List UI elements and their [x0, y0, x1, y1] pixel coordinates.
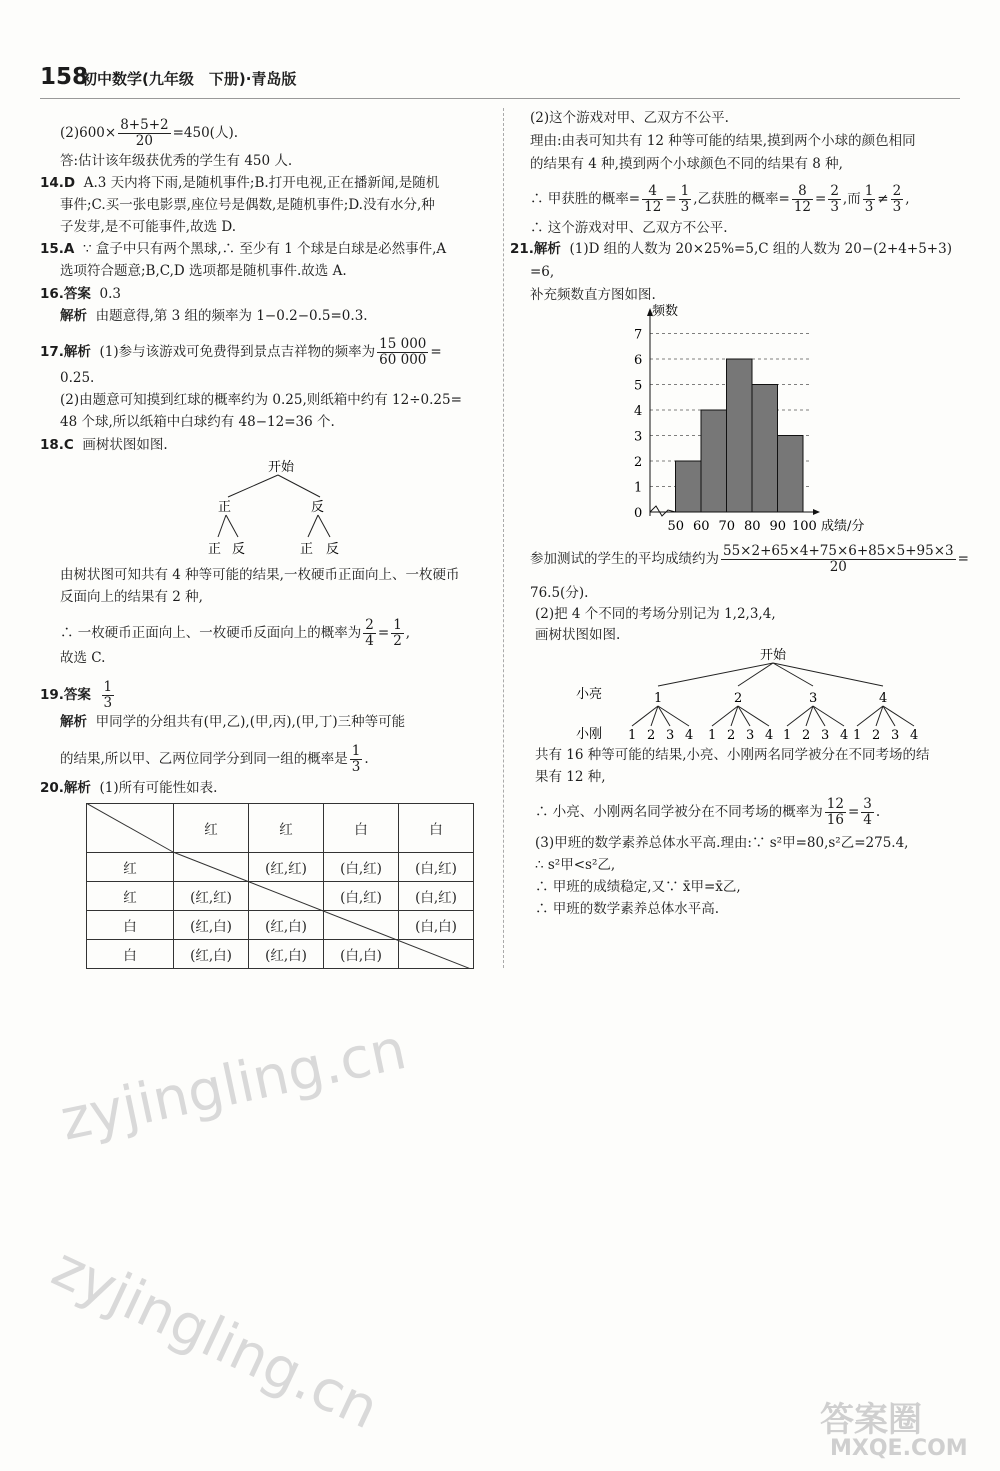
y-tick-label: 4: [634, 404, 643, 419]
watermark: zyjingling.cn: [55, 1017, 412, 1154]
tree-leaf: 反: [326, 542, 340, 557]
tree-leaf: 2: [872, 728, 881, 743]
y-tick-label: 0: [634, 506, 643, 521]
tree-edge: [658, 706, 689, 726]
q17-line2: 0.25.: [60, 370, 95, 386]
tree-leaf: 1: [783, 728, 792, 743]
tree-edge: [738, 706, 750, 726]
page-number: 158: [40, 64, 89, 90]
tree-edge: [738, 706, 769, 726]
q20: 20.解析 (1)所有可能性如表.: [40, 780, 218, 796]
x-tick-label: 90: [769, 519, 787, 534]
q21-line3: 补充频数直方图如图.: [530, 287, 656, 303]
tree-edges: [632, 663, 914, 726]
mean-line: 参加测试的学生的平均成绩约为 $\frac{55\times 2+65\times 4+75\times 6+85\times 5+95\times 3}{20}$ =: [530, 543, 969, 575]
table-header: 白: [324, 804, 399, 853]
y-tick-label: 7: [634, 327, 643, 343]
p3-line1: (3)甲班的数学素养总体水平高.理由:∵ s²甲=80,s²乙=275.4,: [535, 835, 909, 851]
q18-after2: 反面向上的结果有 2 种,: [60, 589, 203, 605]
row-label-xiaoliang: 小亮: [576, 687, 603, 702]
tree-edge: [773, 663, 883, 686]
frequency-histogram: [615, 300, 885, 540]
y-tick-label: 6: [634, 353, 643, 368]
table-header: 红: [249, 804, 324, 853]
p3-line4: ∴ 甲班的数学素养总体水平高.: [535, 901, 720, 917]
tree-root: 开始: [760, 648, 787, 663]
tree-edge: [813, 706, 844, 726]
tree-edge: [813, 706, 825, 726]
q18-after3: ∴ 一枚硬币正面向上、一枚硬币反面向上的概率为 $\frac{2}{4}$ = $\frac{1}{2}$ ,: [60, 617, 411, 649]
row-label-xiaogang: 小刚: [576, 727, 603, 742]
tree-leaf: 2: [727, 728, 736, 743]
q16: 16.答案 0.3: [40, 286, 121, 302]
watermark: zyjingling.cn: [42, 1235, 389, 1443]
tree-labels: [628, 691, 918, 743]
tree-leaf: 3: [746, 728, 755, 743]
tree-leaf: 反: [232, 542, 246, 557]
tree-edge: [883, 706, 914, 726]
tree-leaf: 4: [910, 728, 919, 743]
tree-node: 正: [218, 500, 232, 515]
after-tree-2: 果有 12 种,: [535, 769, 606, 785]
tree-leaf: 1: [853, 728, 862, 743]
p2-line2: 画树状图如图.: [535, 627, 621, 643]
tree-leaf: 1: [708, 728, 717, 743]
histogram-bar: [727, 359, 753, 512]
histogram-bar: [676, 461, 702, 512]
header-rule: [40, 98, 960, 99]
y-tick-label: 2: [634, 455, 643, 470]
p2-line1: (2)把 4 个不同的考场分别记为 1,2,3,4,: [535, 606, 776, 622]
tree-edge: [773, 663, 813, 686]
prob-line: ∴ 小亮、小刚两名同学被分在不同考场的概率为 $\frac{12}{16}$ = $\frac{3}{4}$ .: [535, 796, 881, 828]
q21: 21.解析 (1)D 组的人数为 20×25%=5,C 组的人数为 20−(2+4+5+3): [510, 241, 952, 257]
histogram-bar: [778, 436, 804, 513]
q14-line3: 子发芽,是不可能事件,故选 D.: [60, 219, 237, 235]
y-tick-label: 3: [634, 429, 643, 445]
q18-after4: 故选 C.: [60, 650, 106, 666]
exam-room-tree-diagram: [560, 643, 940, 743]
tree-edge: [883, 706, 895, 726]
axis-break: [650, 506, 676, 516]
q18-after1: 由树状图可知共有 4 种等可能的结果,一枚硬币正面向上、一枚硬币: [60, 567, 460, 583]
q19-line2: 的结果,所以甲、乙两位同学分到同一组的概率是 $\frac{1}{3}$ .: [60, 743, 369, 775]
fraction: $\frac{15 000}{60 000}$: [379, 336, 427, 368]
q16-explanation: 解析 由题意得,第 3 组的频率为 1−0.2−0.5=0.3.: [60, 308, 368, 324]
x-tick-label: 100: [792, 519, 817, 534]
column-divider: [503, 108, 504, 968]
q15: 15.A ∵ 盒子中只有两个黑球,∴ 至少有 1 个球是白球是必然事件,A: [40, 241, 447, 257]
tree-node: 3: [809, 691, 818, 706]
x-tick-label: 60: [693, 519, 710, 534]
tree-leaf: 4: [840, 728, 849, 743]
histogram-bar: [752, 385, 778, 513]
tree-leaf: 2: [802, 728, 811, 743]
fraction: $\frac{8+5+2}{20}$: [120, 117, 169, 149]
table-header: 红: [174, 804, 249, 853]
left-line-2: 答:估计该年级获优秀的学生有 450 人.: [60, 153, 293, 169]
tree-leaf: 4: [685, 728, 694, 743]
q17: 17.解析 (1)参与该游戏可免费得到景点吉祥物的频率为 $\frac{15 000}{60 000}$ =: [40, 336, 442, 368]
tree-edge: [658, 706, 670, 726]
tree-root: 开始: [268, 460, 295, 475]
x-tick-label: 50: [667, 519, 685, 534]
q18: 18.C 画树状图如图.: [40, 437, 168, 453]
tree-leaf: 3: [666, 728, 675, 743]
tree-node: 2: [734, 691, 743, 706]
y-tick-label: 5: [634, 378, 643, 394]
after-tree-1: 共有 16 种等可能的结果,小亮、小刚两名同学被分在不同考场的结: [535, 747, 930, 763]
tree-leaf: 2: [647, 728, 656, 743]
tree-leaf: 3: [821, 728, 830, 743]
tree-leaf: 正: [208, 542, 222, 557]
tree-node: 反: [311, 500, 325, 515]
table-row: 白 (红,白) (红,白) (白,白): [87, 940, 474, 969]
tree-leaf: 正: [300, 542, 314, 557]
q14-line2: 事件;C.买一张电影票,座位号是偶数,是随机事件;D.没有水分,种: [60, 197, 435, 213]
tree-node: 1: [654, 691, 663, 706]
table-row: 红 (红,红) (白,红) (白,红): [87, 853, 474, 882]
tree-leaf: 1: [628, 728, 637, 743]
r3: 的结果有 4 种,摸到两个小球颜色不同的结果有 8 种,: [530, 156, 843, 172]
mean-value: 76.5(分).: [530, 585, 589, 601]
r1: (2)这个游戏对甲、乙双方不公平.: [530, 110, 729, 126]
book-title: 初中数学(九年级 下册)·青岛版: [82, 70, 297, 88]
tree-node: 4: [879, 691, 888, 706]
x-tick-label: 70: [718, 519, 736, 534]
q14: 14.D A.3 天内将下雨,是随机事件;B.打开电视,正在播新闻,是随机: [40, 175, 440, 191]
q15-line2: 选项符合题意;B,C,D 选项都是随机事件.故选 A.: [60, 263, 347, 279]
tree-leaf: 3: [891, 728, 900, 743]
q19: 19.答案 $\frac{1}{3}$: [40, 679, 113, 711]
coin-tree-diagram: [190, 455, 370, 563]
x-tick-label: 80: [744, 519, 761, 534]
q17-line4: 48 个球,所以纸箱中白球约有 48−12=36 个.: [60, 414, 335, 430]
left-line-1: (2)600× $\frac{8+5+2}{20}$ =450(人).: [60, 117, 238, 149]
y-tick-label: 1: [634, 480, 643, 496]
table-diagonals: [86, 803, 471, 969]
r5: ∴ 这个游戏对甲、乙双方不公平.: [530, 220, 728, 236]
x-axis-label: 成绩/分: [821, 519, 865, 534]
r2: 理由:由表可知共有 12 种等可能的结果,摸到两个小球的颜色相同: [530, 133, 916, 149]
q21-line2: =6,: [530, 264, 555, 280]
y-axis-label: 频数: [652, 304, 679, 319]
site-watermark: MXQE.COM: [830, 1436, 968, 1461]
table-row: 白 (红,白) (红,白) (白,白): [87, 911, 474, 940]
histogram-bar: [701, 410, 727, 512]
p3-line3: ∴ 甲班的成绩稳定,又∵ x̄甲=x̄乙,: [535, 879, 741, 895]
table-row: 红 (红,红) (白,红) (白,红): [87, 882, 474, 911]
x-axis-arrow: [813, 509, 820, 515]
table-header: 白: [399, 804, 474, 853]
r4: ∴ 甲获胜的概率= $\frac{4}{12}$ = $\frac{1}{3}$ ,乙获胜的概率= $\frac{8}{12}$ = $\frac{2}{3}$ ,而 $\frac{1}{3}$ ≠ $\frac{2}{3}$ ,: [530, 183, 910, 215]
q19-explanation: 解析 甲同学的分组共有(甲,乙),(甲,丙),(甲,丁)三种等可能: [60, 714, 406, 730]
p3-line2: ∴ s²甲<s²乙,: [535, 857, 616, 873]
q17-line3: (2)由题意可知摸到红球的概率约为 0.25,则纸箱中约有 12÷0.25=: [60, 392, 462, 408]
tree-leaf: 4: [765, 728, 774, 743]
logo-watermark: 答案圈: [820, 1400, 922, 1440]
